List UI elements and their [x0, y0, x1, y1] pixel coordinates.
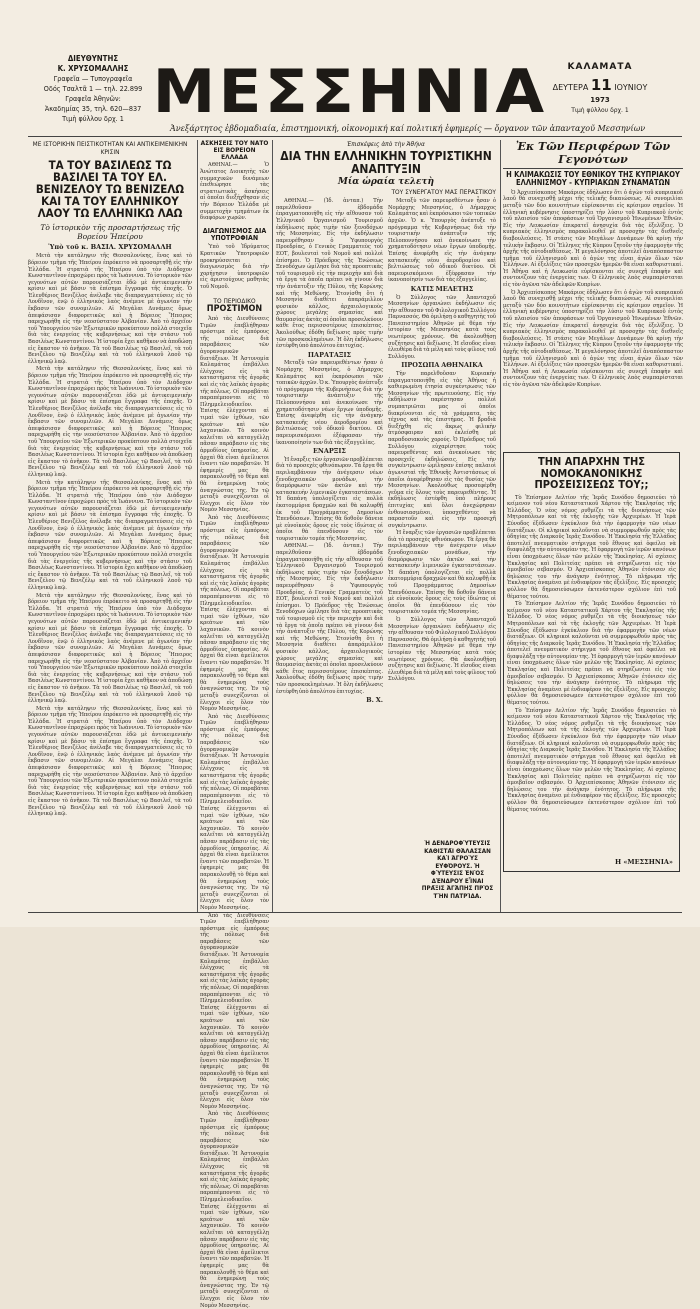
fine-paragraph: Ἀπὸ τὰς Διευθύνσεις Τιμῶν ἐπεβλήθησαν πρόστιμα εἰς ἐμπόρους τῆς πόλεως διὰ παραβάσεις τῶν ἀγορανομικῶν διατάξεων. Ἡ Ἀστυνομία Καλαμάτας ἐπιβάλλει ἐλέγχους εἰς τὰ καταστήματα τῆς ἀγορᾶς καὶ εἰς τὰς λαϊκὰς ἀγορὰς τῆς πόλεως. Οἱ παραβάται παραπέμπονται εἰς τὸ Πλημμελειοδικεῖον. Ἐπίσης ἐλέγχονται αἱ τιμαὶ τῶν ἰχθύων, τῶν κρεάτων καὶ τῶν λαχανικῶν. Τὸ κοινὸν καλεῖται νὰ καταγγέλλῃ πᾶσαν παράβασιν εἰς τὰς ἁρμοδίους ὑπηρεσίας. Αἱ ἀρχαὶ θὰ εἶναι ἀμείλικτοι ἔναντι τῶν παραβατῶν. Ἡ ἐφημερίς μας θὰ παρακολουθῇ τὸ θέμα καὶ θὰ ἐνημερώνῃ τοὺς ἀναγνώστας της. Ἐν τῷ μεταξὺ συνεχίζονται οἱ ἔλεγχοι εἰς ὅλον τὸν Νομὸν Μεσσηνίας.: [200, 514, 269, 713]
tourism-headline: ΔΙΑ ΤΗΝ ΕΛΛΗΝΙΚΗΝ ΤΟΥΡΙΣΤΙΚΗΝ ΑΝΑΠΤΥΞΙΝ: [280, 149, 492, 176]
scholarship-paragraph: Ὑπὸ τοῦ Ἱδρύματος Κρατικῶν Ὑποτροφιῶν προκηρύσσεται διαγωνισμὸς διὰ τὴν χορήγησιν ὑποτροφιῶν εἰς ἀριστούχους μαθητὰς τοῦ Νομοῦ.: [200, 244, 269, 291]
masthead: [0, 0, 700, 133]
copy-price: Τιμὴ φύλλου δρχ. 1: [62, 114, 124, 123]
church-headline: ΤΗΝ ΑΠΑΡΧΗΝ ΤΗΣ ΝΟΜΟΚΑΝΟΝΙΚΗΣ ΠΡΟΣΕΙΣΙΣΕΩΣ ΤΟΥ;;: [534, 455, 649, 492]
article-subheadline: Τὸ ἱστορικὸν τῆς προσαρτήσεως τῆς Βορείου Ἠπείρου: [40, 223, 180, 242]
fine-paragraph: Ἀπὸ τὰς Διευθύνσεις Τιμῶν ἐπεβλήθησαν πρόστιμα εἰς ἐμπόρους τῆς πόλεως διὰ παραβάσεις τῶν ἀγορανομικῶν διατάξεων. Ἡ Ἀστυνομία Καλαμάτας ἐπιβάλλει ἐλέγχους εἰς τὰ καταστήματα τῆς ἀγορᾶς καὶ εἰς τὰς λαϊκὰς ἀγορὰς τῆς πόλεως. Οἱ παραβάται παραπέμπονται εἰς τὸ Πλημμελειοδικεῖον. Ἐπίσης ἐλέγχονται αἱ τιμαὶ τῶν ἰχθύων, τῶν κρεάτων καὶ τῶν λαχανικῶν. Τὸ κοινὸν καλεῖται νὰ καταγγέλλῃ πᾶσαν παράβασιν εἰς τὰς ἁρμοδίους ὑπηρεσίας. Αἱ ἀρχαὶ θὰ εἶναι ἀμείλικτοι ἔναντι τῶν παραβατῶν. Ἡ ἐφημερίς μας θὰ παρακολουθῇ τὸ θέμα καὶ θὰ ἐνημερώνῃ τοὺς ἀναγνώστας της. Ἐν τῷ μεταξὺ συνεχίζονται οἱ ἔλεγχοι εἰς ὅλον τὸν Νομὸν Μεσσηνίας.: [200, 713, 269, 911]
month-name: ΙΟΥΝΙΟΥ: [614, 83, 648, 92]
city-name: ΚΑΛΑΜΑΤΑ: [567, 62, 633, 72]
tourism-columns: [276, 198, 496, 706]
tourism-section-heading: ΠΑΡΑΤΑΞΙΣ: [307, 350, 352, 359]
tourism-subheadline: Μία ὡραία τελετὴ: [337, 177, 435, 188]
masthead-publisher-info: [28, 54, 158, 124]
section-rule: [503, 168, 683, 169]
tourism-paragraph: Ἡ ἔναρξις τῶν ἐργασιῶν προβλέπεται διὰ τὸ προσεχὲς φθινόπωρον. Τὰ ἔργα θὰ περιλαμβάνουν τὴν ἀνέγερσιν νέων ξενοδοχειακῶν μονάδων, τὴν διαμόρφωσιν τῶν ἀκτῶν καὶ τὴν κατασκευὴν λιμενικῶν ἐγκαταστάσεων. Ἡ δαπάνη ὑπολογίζεται εἰς πολλὰ ἑκατομμύρια δραχμῶν καὶ θὰ καλυφθῇ ἐκ τοῦ Προγράμματος Δημοσίων Ἐπενδύσεων. Ἐπίσης θὰ δοθοῦν δάνεια μὲ εὐνοϊκοὺς ὅρους εἰς τοὺς ἰδιώτας οἱ ὁποῖοι θὰ ἐπενδύσουν εἰς τὸν τουριστικὸν τομέα τῆς Μεσσηνίας.: [276, 456, 383, 542]
tourism-column-right: [388, 198, 496, 706]
tourism-signature: Β. Χ.: [366, 696, 383, 705]
cyprus-section-title: Ἐκ Τῶν Περιφέρων Τῶν Γεγονότων: [515, 140, 671, 166]
article-church: [503, 452, 680, 872]
scholarship-headline: ΔΙΑΓΩΝΙΣΜΟΣ ΔΙΑ ΥΠΟΤΡΟΦΙΑΝ: [202, 226, 267, 243]
article-cyprus: [503, 140, 683, 450]
fine-paragraph: Ἀπὸ τὰς Διευθύνσεις Τιμῶν ἐπεβλήθησαν πρόστιμα εἰς ἐμπόρους τῆς πόλεως διὰ παραβάσεις τῶν ἀγορανομικῶν διατάξεων. Ἡ Ἀστυνομία Καλαμάτας ἐπιβάλλει ἐλέγχους εἰς τὰ καταστήματα τῆς ἀγορᾶς καὶ εἰς τὰς λαϊκὰς ἀγορὰς τῆς πόλεως. Οἱ παραβάται παραπέμπονται εἰς τὸ Πλημμελειοδικεῖον. Ἐπίσης ἐλέγχονται αἱ τιμαὶ τῶν ἰχθύων, τῶν κρεάτων καὶ τῶν λαχανικῶν. Τὸ κοινὸν καλεῖται νὰ καταγγέλλῃ πᾶσαν παράβασιν εἰς τὰς ἁρμοδίους ὑπηρεσίας. Αἱ ἀρχαὶ θὰ εἶναι ἀμείλικτοι ἔναντι τῶν παραβατῶν. Ἡ ἐφημερίς μας θὰ παρακολουθῇ τὸ θέμα καὶ θὰ ἐνημερώνῃ τοὺς ἀναγνώστας της. Ἐν τῷ μεταξὺ συνεχίζονται οἱ ἔλεγχοι εἰς ὅλον τὸν Νομὸν Μεσσηνίας.: [200, 1111, 269, 1309]
fine-headline: ΠΡΟΣΤΙΜΟΝ: [206, 303, 263, 314]
tourism-section-heading: ΕΝΑΡΞΙΣ: [312, 447, 347, 456]
article-paragraph: Μετὰ τὴν κατάληψιν τῆς Θεσσαλονίκης, ἕνας καὶ τὸ βόρειον τμῆμα τῆς Ἠπείρου ἐπρόκειτο νὰ προσαρτηθῇ εἰς τὴν Ἑλλάδα. Ἡ στρατιὰ τῆς Ἠπείρου ὑπὸ τὸν Διάδοχον Κωνσταντῖνον ἐπροχώρει πρὸς τὰ Ἰωάννινα. Τὸ ἱστορικὸν τῶν γεγονότων αὐτῶν παρουσιάζεται ἐδῶ μὲ ἀντικειμενικὴν κρίσιν καὶ μὲ βάσιν τὰ ἐπίσημα ἔγγραφα τῆς ἐποχῆς. Ὁ Ἐλευθέριος Βενιζέλος ἀνέλαβε τὰς διαπραγματεύσεις εἰς τὸ Λονδῖνον, ἐνῷ ὁ ἑλληνικὸς λαὸς ἀνέμενε μὲ ἀγωνίαν τὴν ἔκβασιν τῶν συνομιλιῶν. Αἱ Μεγάλαι Δυνάμεις ὅμως ἀπεφάσισαν διαφορετικῶς καὶ ἡ Βόρειος Ἤπειρος παρεχωρήθη εἰς τὴν νεοσύστατον Ἀλβανίαν. Ἀπὸ τὸ ἀρχεῖον τοῦ Ὑπουργείου τῶν Ἐξωτερικῶν προκύπτουν πολλὰ στοιχεῖα διὰ τὰς ἐνεργείας τῆς κυβερνήσεως καὶ τὴν στάσιν τοῦ Βασιλέως Κωνσταντίνου. Ἡ ἱστορία ἔχει καθῆκον νὰ ἀποδώσῃ εἰς ἕκαστον τὸ ἀνῆκον. Τὰ τοῦ Βασιλέως τῷ Βασιλεῖ, τὰ τοῦ Βενιζέλου τῷ Βενιζέλῳ καὶ τὰ τοῦ ἑλληνικοῦ λαοῦ τῷ ἑλληνικῷ λαῷ.: [28, 479, 192, 591]
cyprus-paragraph: Ὁ Ἀρχιεπίσκοπος Μακάριος ἐδήλωσεν ὅτι ὁ ἀγὼν τοῦ κυπριακοῦ λαοῦ θὰ συνεχισθῇ μέχρι τῆς τελικῆς δικαιώσεως. Αἱ συνομιλίαι μεταξὺ τῶν δύο κοινοτήτων εὑρίσκονται εἰς κρίσιμον σημεῖον. Ἡ ἑλληνικὴ κυβέρνησις ὑποστηρίζει τὴν λύσιν τοῦ Κυπριακοῦ ἐντὸς τοῦ πλαισίου τῶν ἀποφάσεων τοῦ Ὀργανισμοῦ Ἡνωμένων Ἐθνῶν. Εἰς τὴν Λευκωσίαν ἐπικρατεῖ ἀνησυχία διὰ τὰς ἐξελίξεις. Ὁ κυπριακὸς ἑλληνισμὸς παρακολουθεῖ μὲ προσοχὴν τὰς διεθνεῖς διαβουλεύσεις. Ἡ στάσις τῶν Μεγάλων Δυνάμεων θὰ κρίνῃ τὴν τελικὴν ἔκβασιν. Οἱ Ἕλληνες τῆς Κύπρου ζητοῦν τὴν ἐφαρμογὴν τῆς ἀρχῆς τῆς αὐτοδιαθέσεως. Ἡ μεγαλόνησος ἀποτελεῖ ἀναπόσπαστον τμῆμα τοῦ ἑλληνισμοῦ καὶ ὁ ἀγὼν της εἶναι ἀγὼν ὅλων τῶν Ἑλλήνων. Αἱ ἐξελίξεις τῶν προσεχῶν ἡμερῶν θὰ εἶναι καθοριστικαί. Ἡ Ἀθήνα καὶ ἡ Λευκωσία εὑρίσκονται εἰς συνεχῆ ἐπαφὴν καὶ συντονίζουν τὰς ἐνεργείας των. Ὁ ἑλληνικὸς λαὸς συμπαρίσταται εἰς τὸν ἀγῶνα τῶν ἀδελφῶν Κυπρίων.: [503, 189, 683, 289]
fine-paragraph: Ἀπὸ τὰς Διευθύνσεις Τιμῶν ἐπεβλήθησαν πρόστιμα εἰς ἐμπόρους τῆς πόλεως διὰ παραβάσεις τῶν ἀγορανομικῶν διατάξεων. Ἡ Ἀστυνομία Καλαμάτας ἐπιβάλλει ἐλέγχους εἰς τὰ καταστήματα τῆς ἀγορᾶς καὶ εἰς τὰς λαϊκὰς ἀγορὰς τῆς πόλεως. Οἱ παραβάται παραπέμπονται εἰς τὸ Πλημμελειοδικεῖον. Ἐπίσης ἐλέγχονται αἱ τιμαὶ τῶν ἰχθύων, τῶν κρεάτων καὶ τῶν λαχανικῶν. Τὸ κοινὸν καλεῖται νὰ καταγγέλλῃ πᾶσαν παράβασιν εἰς τὰς ἁρμοδίους ὑπηρεσίας. Αἱ ἀρχαὶ θὰ εἶναι ἀμείλικτοι ἔναντι τῶν παραβατῶν. Ἡ ἐφημερίς μας θὰ παρακολουθῇ τὸ θέμα καὶ θὰ ἐνημερώνῃ τοὺς ἀναγνώστας της. Ἐν τῷ μεταξὺ συνεχίζονται οἱ ἔλεγχοι εἰς ὅλον τὸν Νομὸν Μεσσηνίας.: [200, 316, 269, 514]
day-name: ΔΕΥΤΕΡΑ: [552, 83, 589, 92]
tourism-contributor: ΤΟΥ ΣΥΝΕΡΓΑΤΟΥ ΜΑΣ ΠΕΡΑΣΤΙΚΟΥ: [391, 188, 496, 197]
day-number: 11: [590, 76, 612, 94]
fine-body: [200, 316, 269, 1309]
cyprus-headline: Η ΚΛΙΜΑΚΩΣΙΣ ΤΟΥ ΕΘΝΙΚΟΥ ΤΗΣ ΚΥΠΡΙΑΚΟΥ ΕΛΛΗΝΙΣΜΟΥ - ΚΥΠΡΙΑΚΩΝ ΣΥΝΑΜΑΤΩΝ: [506, 170, 680, 187]
article-headline: ΤΑ ΤΟΥ ΒΑΣΙΛΕΩΣ ΤΩ ΒΑΣΙΛΕΙ ΤΑ ΤΟΥ ΕΛ. ΒΕΝΙΖΕΛΟΥ ΤΩ ΒΕΝΙΖΕΛΩ ΚΑΙ ΤΑ ΤΟΥ ΕΛΛΗΝΙΚΟΥ ΛΑΟΥ ΤΩ ΕΛΛΗΝΙΚΩ ΛΑΩ: [35, 158, 185, 221]
article-paragraph: Μετὰ τὴν κατάληψιν τῆς Θεσσαλονίκης, ἕνας καὶ τὸ βόρειον τμῆμα τῆς Ἠπείρου ἐπρόκειτο νὰ προσαρτηθῇ εἰς τὴν Ἑλλάδα. Ἡ στρατιὰ τῆς Ἠπείρου ὑπὸ τὸν Διάδοχον Κωνσταντῖνον ἐπροχώρει πρὸς τὰ Ἰωάννινα. Τὸ ἱστορικὸν τῶν γεγονότων αὐτῶν παρουσιάζεται ἐδῶ μὲ ἀντικειμενικὴν κρίσιν καὶ μὲ βάσιν τὰ ἐπίσημα ἔγγραφα τῆς ἐποχῆς. Ὁ Ἐλευθέριος Βενιζέλος ἀνέλαβε τὰς διαπραγματεύσεις εἰς τὸ Λονδῖνον, ἐνῷ ὁ ἑλληνικὸς λαὸς ἀνέμενε μὲ ἀγωνίαν τὴν ἔκβασιν τῶν συνομιλιῶν. Αἱ Μεγάλαι Δυνάμεις ὅμως ἀπεφάσισαν διαφορετικῶς καὶ ἡ Βόρειος Ἤπειρος παρεχωρήθη εἰς τὴν νεοσύστατον Ἀλβανίαν. Ἀπὸ τὸ ἀρχεῖον τοῦ Ὑπουργείου τῶν Ἐξωτερικῶν προκύπτουν πολλὰ στοιχεῖα διὰ τὰς ἐνεργείας τῆς κυβερνήσεως καὶ τὴν στάσιν τοῦ Βασιλέως Κωνσταντίνου. Ἡ ἱστορία ἔχει καθῆκον νὰ ἀποδώσῃ εἰς ἕκαστον τὸ ἀνῆκον. Τὰ τοῦ Βασιλέως τῷ Βασιλεῖ, τὰ τοῦ Βενιζέλου τῷ Βενιζέλῳ καὶ τὰ τοῦ ἑλληνικοῦ λαοῦ τῷ ἑλληνικῷ λαῷ.: [28, 253, 192, 365]
tourism-paragraph: ΑΘΗΝΑΙ.— (Ἰδ. ἀνταπ.) Τὴν παρελθοῦσαν ἑβδομάδα ἐπραγματοποιήθη εἰς τὴν αἴθουσαν τοῦ Ἑλληνικοῦ Ὀργανισμοῦ Τουρισμοῦ ἐκδήλωσις πρὸς τιμὴν τῶν ξενοδόχων τῆς Μεσσηνίας. Εἰς τὴν ἐκδήλωσιν παρευρέθησαν ὁ Ὑφυπουργὸς Προεδρίας, ὁ Γενικὸς Γραμματεὺς τοῦ ΕΟΤ, βουλευταὶ τοῦ Νομοῦ καὶ πολλοὶ ἐπίσημοι. Ὁ Πρόεδρος τῆς Ἑνώσεως Ξενοδόχων ὡμίλησε διὰ τὰς προοπτικὰς τοῦ τουρισμοῦ εἰς τὴν περιοχὴν καὶ διὰ τὰ ἔργα τὰ ὁποῖα πρέπει νὰ γίνουν διὰ τὴν ἀνάπτυξιν τῆς Πύλου, τῆς Κορώνης καὶ τῆς Μεθώνης. Ἐτονίσθη ὅτι ἡ Μεσσηνία διαθέτει ἀπαράμιλλον φυσικὸν κάλλος, ἀρχαιολογικοὺς χώρους μεγάλης σημασίας καὶ θαυμασίας ἀκτὰς αἱ ὁποῖαι προσελκύουν κάθε ἔτος περισσοτέρους ἐπισκέπτας. Ἀκολούθως ἐδόθη δεξίωσις πρὸς τιμὴν τῶν προσκεκλημένων. Ἡ ὅλη ἐκδήλωσις ἐστέφθη ὑπὸ ἀπολύτου ἐπιτυχίας.: [276, 543, 383, 695]
office-line: Γραφεῖα — Τυπογραφεῖα: [53, 74, 133, 83]
masthead-rule: [28, 136, 682, 137]
tourism-paragraph: Μεταξὺ τῶν παρευρεθέντων ἦσαν ὁ Νομάρχης Μεσσηνίας, ὁ Δήμαρχος Καλαμάτας καὶ ἐκπρόσωποι τῶν τοπικῶν ἀρχῶν. Ὁ κ. Ὑπουργὸς ἀνέπτυξε τὸ πρόγραμμα τῆς Κυβερνήσεως διὰ τὴν τουριστικὴν ἀνάπτυξιν τῆς Πελοποννήσου καὶ ἀνεκοίνωσε τὴν χρηματοδότησιν νέων ἔργων ὑποδομῆς. Ἐπίσης ἀνεφέρθη εἰς τὴν ἀνάγκην κατασκευῆς νέου ἀεροδρομίου καὶ βελτιώσεως τοῦ ὁδικοῦ δικτύου. Οἱ παρευρισκόμενοι ἐξέφρασαν τὴν ἱκανοποίησίν των διὰ τὰς ἐξαγγελίας.: [276, 360, 383, 446]
church-paragraph: Τὸ Ἐπίσημον Δελτίον τῆς Ἱερᾶς Συνόδου δημοσιεύει τὸ κείμενον τοῦ νέου Καταστατικοῦ Χάρτου τῆς Ἐκκλησίας τῆς Ἑλλάδος. Ὁ νέος νόμος ρυθμίζει τὰ τῆς διοικήσεως τῶν Μητροπόλεων καὶ τὰ τῆς ἐκλογῆς τῶν Ἀρχιερέων. Ἡ Ἱερὰ Σύνοδος ἐξέδωσεν ἐγκύκλιον διὰ τὴν ἐφαρμογὴν τῶν νέων διατάξεων. Οἱ κληρικοὶ καλοῦνται νὰ συμμορφωθοῦν πρὸς τὰς ὁδηγίας τῆς Διαρκοῦς Ἱερᾶς Συνόδου. Ἡ Ἐκκλησία τῆς Ἑλλάδος ἀποτελεῖ πνευματικὸν στήριγμα τοῦ ἔθνους καὶ ὀφείλει νὰ διαφυλάξῃ τὴν αὐτονομίαν της. Ἡ ἐφαρμογὴ τῶν ἱερῶν κανόνων εἶναι ὑποχρέωσις ὅλων τῶν μελῶν τῆς Ἐκκλησίας. Αἱ σχέσεις Ἐκκλησίας καὶ Πολιτείας πρέπει νὰ στηρίζωνται εἰς τὸν ἀμοιβαῖον σεβασμόν. Ὁ Ἀρχιεπίσκοπος Ἀθηνῶν ἐτόνισεν εἰς δηλώσεις του τὴν ἀνάγκην ἑνότητος. Τὸ πλήρωμα τῆς Ἐκκλησίας ἀναμένει μὲ ἐνδιαφέρον τὰς ἐξελίξεις. Εἰς προσεχὲς φύλλον θὰ δημοσιεύσωμεν ἐκτενέστερον σχόλιον ἐπὶ τοῦ θέματος τούτου.: [507, 494, 676, 600]
fine-paragraph: Ἀπὸ τὰς Διευθύνσεις Τιμῶν ἐπεβλήθησαν πρόστιμα εἰς ἐμπόρους τῆς πόλεως διὰ παραβάσεις τῶν ἀγορανομικῶν διατάξεων. Ἡ Ἀστυνομία Καλαμάτας ἐπιβάλλει ἐλέγχους εἰς τὰ καταστήματα τῆς ἀγορᾶς καὶ εἰς τὰς λαϊκὰς ἀγορὰς τῆς πόλεως. Οἱ παραβάται παραπέμπονται εἰς τὸ Πλημμελειοδικεῖον. Ἐπίσης ἐλέγχονται αἱ τιμαὶ τῶν ἰχθύων, τῶν κρεάτων καὶ τῶν λαχανικῶν. Τὸ κοινὸν καλεῖται νὰ καταγγέλλῃ πᾶσαν παράβασιν εἰς τὰς ἁρμοδίους ὑπηρεσίας. Αἱ ἀρχαὶ θὰ εἶναι ἀμείλικτοι ἔναντι τῶν παραβατῶν. Ἡ ἐφημερίς μας θὰ παρακολουθῇ τὸ θέμα καὶ θὰ ἐνημερώνῃ τοὺς ἀναγνώστας της. Ἐν τῷ μεταξὺ συνεχίζονται οἱ ἔλεγχοι εἰς ὅλον τὸν Νομὸν Μεσσηνίας.: [200, 912, 269, 1110]
tree-planting-note: [420, 840, 495, 910]
athenian-persons-paragraph: Τὴν παρελθοῦσαν Κυριακὴν ἐπραγματοποιήθη εἰς τὰς Ἀθήνας ἡ καθιερωμένη ἐτησία συγκέντρωσις τῶν Μεσσηνίων τῆς πρωτευούσης. Εἰς τὴν ἐκδήλωσιν παρέστησαν πολλοὶ συμπατριῶται μας οἱ ὁποῖοι διακρίνονται εἰς τὰ γράμματα, τὰς τέχνας καὶ τὰς ἐπιστήμας. Ἡ βραδιὰ διεξήχθη εἰς ἄκρως φιλικὴν ἀτμόσφαιραν καὶ ἐκλείσθη μὲ παραδοσιακοὺς χορούς. Ὁ Πρόεδρος τοῦ Συλλόγου εὐχαρίστησε τοὺς παρευρεθέντας καὶ ἀνεκοίνωσε τὰς προσεχεῖς ἐκδηλώσεις. Εἰς τὴν συγκέντρωσιν ὡμίλησαν ἐπίσης παλαιοὶ ἀγωνισταὶ τῆς Ἐθνικῆς Ἀντιστάσεως οἱ ὁποῖοι ἀνεφέρθησαν εἰς τὰς θυσίας τῶν Μεσσηνίων. Ἀκολούθως προσεφέρθη γεῦμα εἰς ὅλους τοὺς παρευρεθέντας. Ἡ ἐκδήλωσις ἐστέφθη ὑπὸ πλήρους ἐπιτυχίας καὶ ὅλοι ἀνεχώρησαν ἐνθουσιασμένοι, ὑποσχεθέντες νὰ παραστοῦν καὶ εἰς τὴν προσεχῆ συγκέντρωσιν.: [388, 371, 496, 529]
column-divider: [197, 140, 198, 912]
newspaper-subtitle: Ἀνεξάρτητος ἑβδομαδιαία, ἐπιστημονική, οἰκονομική καί πολιτική ἐφημερίς — ὄργανον τῶν ἁπανταχοῦ Μεσσηνίων: [170, 124, 646, 133]
article-byline: Ὑπὸ τοῦ κ. ΒΑΣΙΛ. ΧΡΥΣΟΜΑΛΛΗ: [48, 243, 172, 252]
column-divider: [500, 140, 501, 912]
meletis-paragraph: Ὁ Σύλλογος τῶν Ἀπανταχοῦ Μεσσηνίων ὀργανώνει ἐκδήλωσιν εἰς τὴν αἴθουσαν τοῦ Φιλολογικοῦ Συλλόγου Παρνασσός. Θὰ ὁμιλήσῃ ὁ καθηγητὴς τοῦ Πανεπιστημίου Ἀθηνῶν μὲ θέμα τὴν ἱστορίαν τῆς Μεσσηνίας κατὰ τοὺς νεωτέρους χρόνους. Θὰ ἀκολουθήσῃ συζήτησις καὶ δεξίωσις. Ἡ εἴσοδος εἶναι ἐλευθέρα διὰ τὰ μέλη καὶ τοὺς φίλους τοῦ Συλλόγου.: [388, 617, 496, 683]
athens-office-label: Γραφεῖα Ἀθηνῶν:: [65, 94, 121, 103]
church-body: [507, 495, 676, 814]
meletis-headline: ΚΑΤΙΣ ΜΕΛΕΤΗΣ: [410, 284, 474, 293]
meletis-paragraph: Ὁ Σύλλογος τῶν Ἀπανταχοῦ Μεσσηνίων ὀργανώνει ἐκδήλωσιν εἰς τὴν αἴθουσαν τοῦ Φιλολογικοῦ Συλλόγου Παρνασσός. Θὰ ὁμιλήσῃ ὁ καθηγητὴς τοῦ Πανεπιστημίου Ἀθηνῶν μὲ θέμα τὴν ἱστορίαν τῆς Μεσσηνίας κατὰ τοὺς νεωτέρους χρόνους. Θὰ ἀκολουθήσῃ συζήτησις καὶ δεξίωσις. Ἡ εἴσοδος εἶναι ἐλευθέρα διὰ τὰ μέλη καὶ τοὺς φίλους τοῦ Συλλόγου.: [388, 294, 496, 360]
article-paragraph: Μετὰ τὴν κατάληψιν τῆς Θεσσαλονίκης, ἕνας καὶ τὸ βόρειον τμῆμα τῆς Ἠπείρου ἐπρόκειτο νὰ προσαρτηθῇ εἰς τὴν Ἑλλάδα. Ἡ στρατιὰ τῆς Ἠπείρου ὑπὸ τὸν Διάδοχον Κωνσταντῖνον ἐπροχώρει πρὸς τὰ Ἰωάννινα. Τὸ ἱστορικὸν τῶν γεγονότων αὐτῶν παρουσιάζεται ἐδῶ μὲ ἀντικειμενικὴν κρίσιν καὶ μὲ βάσιν τὰ ἐπίσημα ἔγγραφα τῆς ἐποχῆς. Ὁ Ἐλευθέριος Βενιζέλος ἀνέλαβε τὰς διαπραγματεύσεις εἰς τὸ Λονδῖνον, ἐνῷ ὁ ἑλληνικὸς λαὸς ἀνέμενε μὲ ἀγωνίαν τὴν ἔκβασιν τῶν συνομιλιῶν. Αἱ Μεγάλαι Δυνάμεις ὅμως ἀπεφάσισαν διαφορετικῶς καὶ ἡ Βόρειος Ἤπειρος παρεχωρήθη εἰς τὴν νεοσύστατον Ἀλβανίαν. Ἀπὸ τὸ ἀρχεῖον τοῦ Ὑπουργείου τῶν Ἐξωτερικῶν προκύπτουν πολλὰ στοιχεῖα διὰ τὰς ἐνεργείας τῆς κυβερνήσεως καὶ τὴν στάσιν τοῦ Βασιλέως Κωνσταντίνου. Ἡ ἱστορία ἔχει καθῆκον νὰ ἀποδώσῃ εἰς ἕκαστον τὸ ἀνῆκον. Τὰ τοῦ Βασιλέως τῷ Βασιλεῖ, τὰ τοῦ Βενιζέλου τῷ Βενιζέλῳ καὶ τὰ τοῦ ἑλληνικοῦ λαοῦ τῷ ἑλληνικῷ λαῷ.: [28, 705, 192, 818]
column-divider: [272, 140, 273, 912]
editor-label: ΔΙΕΥΘΥΝΤΗΣ: [67, 54, 119, 63]
tourism-column-left: [276, 198, 383, 706]
article-history: [28, 140, 192, 912]
church-paragraph: Τὸ Ἐπίσημον Δελτίον τῆς Ἱερᾶς Συνόδου δημοσιεύει τὸ κείμενον τοῦ νέου Καταστατικοῦ Χάρτου τῆς Ἐκκλησίας τῆς Ἑλλάδος. Ὁ νέος νόμος ρυθμίζει τὰ τῆς διοικήσεως τῶν Μητροπόλεων καὶ τὰ τῆς ἐκλογῆς τῶν Ἀρχιερέων. Ἡ Ἱερὰ Σύνοδος ἐξέδωσεν ἐγκύκλιον διὰ τὴν ἐφαρμογὴν τῶν νέων διατάξεων. Οἱ κληρικοὶ καλοῦνται νὰ συμμορφωθοῦν πρὸς τὰς ὁδηγίας τῆς Διαρκοῦς Ἱερᾶς Συνόδου. Ἡ Ἐκκλησία τῆς Ἑλλάδος ἀποτελεῖ πνευματικὸν στήριγμα τοῦ ἔθνους καὶ ὀφείλει νὰ διαφυλάξῃ τὴν αὐτονομίαν της. Ἡ ἐφαρμογὴ τῶν ἱερῶν κανόνων εἶναι ὑποχρέωσις ὅλων τῶν μελῶν τῆς Ἐκκλησίας. Αἱ σχέσεις Ἐκκλησίας καὶ Πολιτείας πρέπει νὰ στηρίζωνται εἰς τὸν ἀμοιβαῖον σεβασμόν. Ὁ Ἀρχιεπίσκοπος Ἀθηνῶν ἐτόνισεν εἰς δηλώσεις του τὴν ἀνάγκην ἑνότητος. Τὸ πλήρωμα τῆς Ἐκκλησίας ἀναμένει μὲ ἐνδιαφέρον τὰς ἐξελίξεις. Εἰς προσεχὲς φύλλον θὰ δημοσιεύσωμεν ἐκτενέστερον σχόλιον ἐπὶ τοῦ θέματος τούτου.: [507, 601, 676, 707]
article-tourism: [276, 140, 496, 912]
athens-office-address: Ἀκαδημίας 35, τηλ. 620—837: [44, 104, 142, 113]
issue-year: 1973: [590, 96, 610, 104]
article-paragraph: Μετὰ τὴν κατάληψιν τῆς Θεσσαλονίκης, ἕνας καὶ τὸ βόρειον τμῆμα τῆς Ἠπείρου ἐπρόκειτο νὰ προσαρτηθῇ εἰς τὴν Ἑλλάδα. Ἡ στρατιὰ τῆς Ἠπείρου ὑπὸ τὸν Διάδοχον Κωνσταντῖνον ἐπροχώρει πρὸς τὰ Ἰωάννινα. Τὸ ἱστορικὸν τῶν γεγονότων αὐτῶν παρουσιάζεται ἐδῶ μὲ ἀντικειμενικὴν κρίσιν καὶ μὲ βάσιν τὰ ἐπίσημα ἔγγραφα τῆς ἐποχῆς. Ὁ Ἐλευθέριος Βενιζέλος ἀνέλαβε τὰς διαπραγματεύσεις εἰς τὸ Λονδῖνον, ἐνῷ ὁ ἑλληνικὸς λαὸς ἀνέμενε μὲ ἀγωνίαν τὴν ἔκβασιν τῶν συνομιλιῶν. Αἱ Μεγάλαι Δυνάμεις ὅμως ἀπεφάσισαν διαφορετικῶς καὶ ἡ Βόρειος Ἤπειρος παρεχωρήθη εἰς τὴν νεοσύστατον Ἀλβανίαν. Ἀπὸ τὸ ἀρχεῖον τοῦ Ὑπουργείου τῶν Ἐξωτερικῶν προκύπτουν πολλὰ στοιχεῖα διὰ τὰς ἐνεργείας τῆς κυβερνήσεως καὶ τὴν στάσιν τοῦ Βασιλέως Κωνσταντίνου. Ἡ ἱστορία ἔχει καθῆκον νὰ ἀποδώσῃ εἰς ἕκαστον τὸ ἀνῆκον. Τὰ τοῦ Βασιλέως τῷ Βασιλεῖ, τὰ τοῦ Βενιζέλου τῷ Βενιζέλῳ καὶ τὰ τοῦ ἑλληνικοῦ λαοῦ τῷ ἑλληνικῷ λαῷ.: [28, 592, 192, 705]
church-paragraph: Τὸ Ἐπίσημον Δελτίον τῆς Ἱερᾶς Συνόδου δημοσιεύει τὸ κείμενον τοῦ νέου Καταστατικοῦ Χάρτου τῆς Ἐκκλησίας τῆς Ἑλλάδος. Ὁ νέος νόμος ρυθμίζει τὰ τῆς διοικήσεως τῶν Μητροπόλεων καὶ τὰ τῆς ἐκλογῆς τῶν Ἀρχιερέων. Ἡ Ἱερὰ Σύνοδος ἐξέδωσεν ἐγκύκλιον διὰ τὴν ἐφαρμογὴν τῶν νέων διατάξεων. Οἱ κληρικοὶ καλοῦνται νὰ συμμορφωθοῦν πρὸς τὰς ὁδηγίας τῆς Διαρκοῦς Ἱερᾶς Συνόδου. Ἡ Ἐκκλησία τῆς Ἑλλάδος ἀποτελεῖ πνευματικὸν στήριγμα τοῦ ἔθνους καὶ ὀφείλει νὰ διαφυλάξῃ τὴν αὐτονομίαν της. Ἡ ἐφαρμογὴ τῶν ἱερῶν κανόνων εἶναι ὑποχρέωσις ὅλων τῶν μελῶν τῆς Ἐκκλησίας. Αἱ σχέσεις Ἐκκλησίας καὶ Πολιτείας πρέπει νὰ στηρίζωνται εἰς τὸν ἀμοιβαῖον σεβασμόν. Ὁ Ἀρχιεπίσκοπος Ἀθηνῶν ἐτόνισεν εἰς δηλώσεις του τὴν ἀνάγκην ἑνότητος. Τὸ πλήρωμα τῆς Ἐκκλησίας ἀναμένει μὲ ἐνδιαφέρον τὰς ἐξελίξεις. Εἰς προσεχὲς φύλλον θὰ δημοσιεύσωμεν ἐκτενέστερον σχόλιον ἐπὶ τοῦ θέματος τούτου.: [507, 707, 676, 813]
tourism-paragraph: Μεταξὺ τῶν παρευρεθέντων ἦσαν ὁ Νομάρχης Μεσσηνίας, ὁ Δήμαρχος Καλαμάτας καὶ ἐκπρόσωποι τῶν τοπικῶν ἀρχῶν. Ὁ κ. Ὑπουργὸς ἀνέπτυξε τὸ πρόγραμμα τῆς Κυβερνήσεως διὰ τὴν τουριστικὴν ἀνάπτυξιν τῆς Πελοποννήσου καὶ ἀνεκοίνωσε τὴν χρηματοδότησιν νέων ἔργων ὑποδομῆς. Ἐπίσης ἀνεφέρθη εἰς τὴν ἀνάγκην κατασκευῆς νέου ἀεροδρομίου καὶ βελτιώσεως τοῦ ὁδικοῦ δικτύου. Οἱ παρευρισκόμενοι ἐξέφρασαν τὴν ἱκανοποίησίν των διὰ τὰς ἐξαγγελίας.: [388, 198, 496, 284]
church-signature: Η «ΜΕΣΣΗΝΙΑ»: [614, 858, 673, 866]
short-news-column: [200, 139, 269, 1309]
masthead-date-block: [530, 62, 670, 114]
scholarship-body: [200, 244, 269, 290]
fine-kicker: ΤΟ ΠΕΡΙΟΔΙΚΟ: [213, 296, 256, 305]
newspaper-title: ΜΕΣΣΗΝΙΑ: [152, 57, 548, 127]
tourism-kicker: Ἐπισκέψεις ἀπὸ τὴν Ἀθήνα: [347, 140, 425, 148]
footer-rule: [28, 912, 682, 913]
nato-headline: ΑΣΚΗΣΕΙΣ ΤΟΥ ΝΑΤΟ ΕΙΣ ΒΟΡΕΙΟΝ ΕΛΛΑΔΑ: [200, 139, 269, 161]
tourism-paragraph: Ἡ ἔναρξις τῶν ἐργασιῶν προβλέπεται διὰ τὸ προσεχὲς φθινόπωρον. Τὰ ἔργα θὰ περιλαμβάνουν τὴν ἀνέγερσιν νέων ξενοδοχειακῶν μονάδων, τὴν διαμόρφωσιν τῶν ἀκτῶν καὶ τὴν κατασκευὴν λιμενικῶν ἐγκαταστάσεων. Ἡ δαπάνη ὑπολογίζεται εἰς πολλὰ ἑκατομμύρια δραχμῶν καὶ θὰ καλυφθῇ ἐκ τοῦ Προγράμματος Δημοσίων Ἐπενδύσεων. Ἐπίσης θὰ δοθοῦν δάνεια μὲ εὐνοϊκοὺς ὅρους εἰς τοὺς ἰδιώτας οἱ ὁποῖοι θὰ ἐπενδύσουν εἰς τὸν τουριστικὸν τομέα τῆς Μεσσηνίας.: [388, 530, 496, 616]
tourism-paragraph: ΑΘΗΝΑΙ.— (Ἰδ. ἀνταπ.) Τὴν παρελθοῦσαν ἑβδομάδα ἐπραγματοποιήθη εἰς τὴν αἴθουσαν τοῦ Ἑλληνικοῦ Ὀργανισμοῦ Τουρισμοῦ ἐκδήλωσις πρὸς τιμὴν τῶν ξενοδόχων τῆς Μεσσηνίας. Εἰς τὴν ἐκδήλωσιν παρευρέθησαν ὁ Ὑφυπουργὸς Προεδρίας, ὁ Γενικὸς Γραμματεὺς τοῦ ΕΟΤ, βουλευταὶ τοῦ Νομοῦ καὶ πολλοὶ ἐπίσημοι. Ὁ Πρόεδρος τῆς Ἑνώσεως Ξενοδόχων ὡμίλησε διὰ τὰς προοπτικὰς τοῦ τουρισμοῦ εἰς τὴν περιοχὴν καὶ διὰ τὰ ἔργα τὰ ὁποῖα πρέπει νὰ γίνουν διὰ τὴν ἀνάπτυξιν τῆς Πύλου, τῆς Κορώνης καὶ τῆς Μεθώνης. Ἐτονίσθη ὅτι ἡ Μεσσηνία διαθέτει ἀπαράμιλλον φυσικὸν κάλλος, ἀρχαιολογικοὺς χώρους μεγάλης σημασίας καὶ θαυμασίας ἀκτὰς αἱ ὁποῖαι προσελκύουν κάθε ἔτος περισσοτέρους ἐπισκέπτας. Ἀκολούθως ἐδόθη δεξίωσις πρὸς τιμὴν τῶν προσκεκλημένων. Ἡ ὅλη ἐκδήλωσις ἐστέφθη ὑπὸ ἀπολύτου ἐπιτυχίας.: [276, 198, 383, 350]
issue-date: [530, 76, 670, 94]
athenian-persons-headline: ΠΡΟΣΩΠΑ ΑΘΗΝΑΙΚΑ: [401, 361, 483, 370]
editor-name: Κ. ΧΡΥΣΟΜΑΛΛΗΣ: [57, 64, 129, 73]
article-paragraph: Μετὰ τὴν κατάληψιν τῆς Θεσσαλονίκης, ἕνας καὶ τὸ βόρειον τμῆμα τῆς Ἠπείρου ἐπρόκειτο νὰ προσαρτηθῇ εἰς τὴν Ἑλλάδα. Ἡ στρατιὰ τῆς Ἠπείρου ὑπὸ τὸν Διάδοχον Κωνσταντῖνον ἐπροχώρει πρὸς τὰ Ἰωάννινα. Τὸ ἱστορικὸν τῶν γεγονότων αὐτῶν παρουσιάζεται ἐδῶ μὲ ἀντικειμενικὴν κρίσιν καὶ μὲ βάσιν τὰ ἐπίσημα ἔγγραφα τῆς ἐποχῆς. Ὁ Ἐλευθέριος Βενιζέλος ἀνέλαβε τὰς διαπραγματεύσεις εἰς τὸ Λονδῖνον, ἐνῷ ὁ ἑλληνικὸς λαὸς ἀνέμενε μὲ ἀγωνίαν τὴν ἔκβασιν τῶν συνομιλιῶν. Αἱ Μεγάλαι Δυνάμεις ὅμως ἀπεφάσισαν διαφορετικῶς καὶ ἡ Βόρειος Ἤπειρος παρεχωρήθη εἰς τὴν νεοσύστατον Ἀλβανίαν. Ἀπὸ τὸ ἀρχεῖον τοῦ Ὑπουργείου τῶν Ἐξωτερικῶν προκύπτουν πολλὰ στοιχεῖα διὰ τὰς ἐνεργείας τῆς κυβερνήσεως καὶ τὴν στάσιν τοῦ Βασιλέως Κωνσταντίνου. Ἡ ἱστορία ἔχει καθῆκον νὰ ἀποδώσῃ εἰς ἕκαστον τὸ ἀνῆκον. Τὰ τοῦ Βασιλέως τῷ Βασιλεῖ, τὰ τοῦ Βενιζέλου τῷ Βενιζέλῳ καὶ τὰ τοῦ ἑλληνικοῦ λαοῦ τῷ ἑλληνικῷ λαῷ.: [28, 366, 192, 478]
tree-planting-text: Ἡ ΔΕΝΔΡΟΦΎΤΕΥΣΙΣ ΚΑΘΙΣΤΑ͂Ι ΘΆΛΑΣΣΑΝ ΚΑῚ ἈΓΡΟῪΣ ΕΥ̓ΦΌΡΟΥΣ. Ἡ ΦΎΤΕΥΣΙΣ ἙΝῸΣ ΔΈΝΔΡΟΥ ΕἾΝΑΙ ΠΡΑ͂ΞΙΣ ἈΓΆΠΗΣ ΠΡῸΣ ΤῊΝ ΠΑΤΡΊΔΑ.: [421, 840, 494, 900]
article-body: [28, 253, 192, 817]
issue-price: Τιμὴ φύλλου δρχ. 1: [571, 107, 629, 114]
cyprus-paragraph: Ὁ Ἀρχιεπίσκοπος Μακάριος ἐδήλωσεν ὅτι ὁ ἀγὼν τοῦ κυπριακοῦ λαοῦ θὰ συνεχισθῇ μέχρι τῆς τελικῆς δικαιώσεως. Αἱ συνομιλίαι μεταξὺ τῶν δύο κοινοτήτων εὑρίσκονται εἰς κρίσιμον σημεῖον. Ἡ ἑλληνικὴ κυβέρνησις ὑποστηρίζει τὴν λύσιν τοῦ Κυπριακοῦ ἐντὸς τοῦ πλαισίου τῶν ἀποφάσεων τοῦ Ὀργανισμοῦ Ἡνωμένων Ἐθνῶν. Εἰς τὴν Λευκωσίαν ἐπικρατεῖ ἀνησυχία διὰ τὰς ἐξελίξεις. Ὁ κυπριακὸς ἑλληνισμὸς παρακολουθεῖ μὲ προσοχὴν τὰς διεθνεῖς διαβουλεύσεις. Ἡ στάσις τῶν Μεγάλων Δυνάμεων θὰ κρίνῃ τὴν τελικὴν ἔκβασιν. Οἱ Ἕλληνες τῆς Κύπρου ζητοῦν τὴν ἐφαρμογὴν τῆς ἀρχῆς τῆς αὐτοδιαθέσεως. Ἡ μεγαλόνησος ἀποτελεῖ ἀναπόσπαστον τμῆμα τοῦ ἑλληνισμοῦ καὶ ὁ ἀγὼν της εἶναι ἀγὼν ὅλων τῶν Ἑλλήνων. Αἱ ἐξελίξεις τῶν προσεχῶν ἡμερῶν θὰ εἶναι καθοριστικαί. Ἡ Ἀθήνα καὶ ἡ Λευκωσία εὑρίσκονται εἰς συνεχῆ ἐπαφὴν καὶ συντονίζουν τὰς ἐνεργείας των. Ὁ ἑλληνικὸς λαὸς συμπαρίσταται εἰς τὸν ἀγῶνα τῶν ἀδελφῶν Κυπρίων.: [503, 289, 683, 388]
office-address: Οδός Τσαλτᾶ 1 — τηλ. 22.899: [43, 84, 143, 93]
article-kicker: ΜΕ ΙΣΤΟΡΙΚΗΝ ΠΕΙΣΤΙΚΟΤΗΤΑΝ ΚΑΙ ΑΝΤΙΚΕΙΜΕΝΙΚΗΝ ΚΡΙΣΙΝ: [32, 140, 188, 156]
nato-body: [200, 162, 269, 221]
cyprus-body: [503, 190, 683, 389]
nato-paragraph: ΑΘΗΝΑΙ.— Ὁ Ἀνώτατος Διοικητὴς τῶν συμμαχικῶν δυνάμεων ἐπεθεώρησε τὰς στρατιωτικὰς ἀσκήσεις αἱ ὁποῖαι διεξήχθησαν εἰς τὴν Βόρειον Ἑλλάδα μὲ συμμετοχὴν τμημάτων ἐκ διαφόρων χωρῶν.: [200, 162, 269, 222]
